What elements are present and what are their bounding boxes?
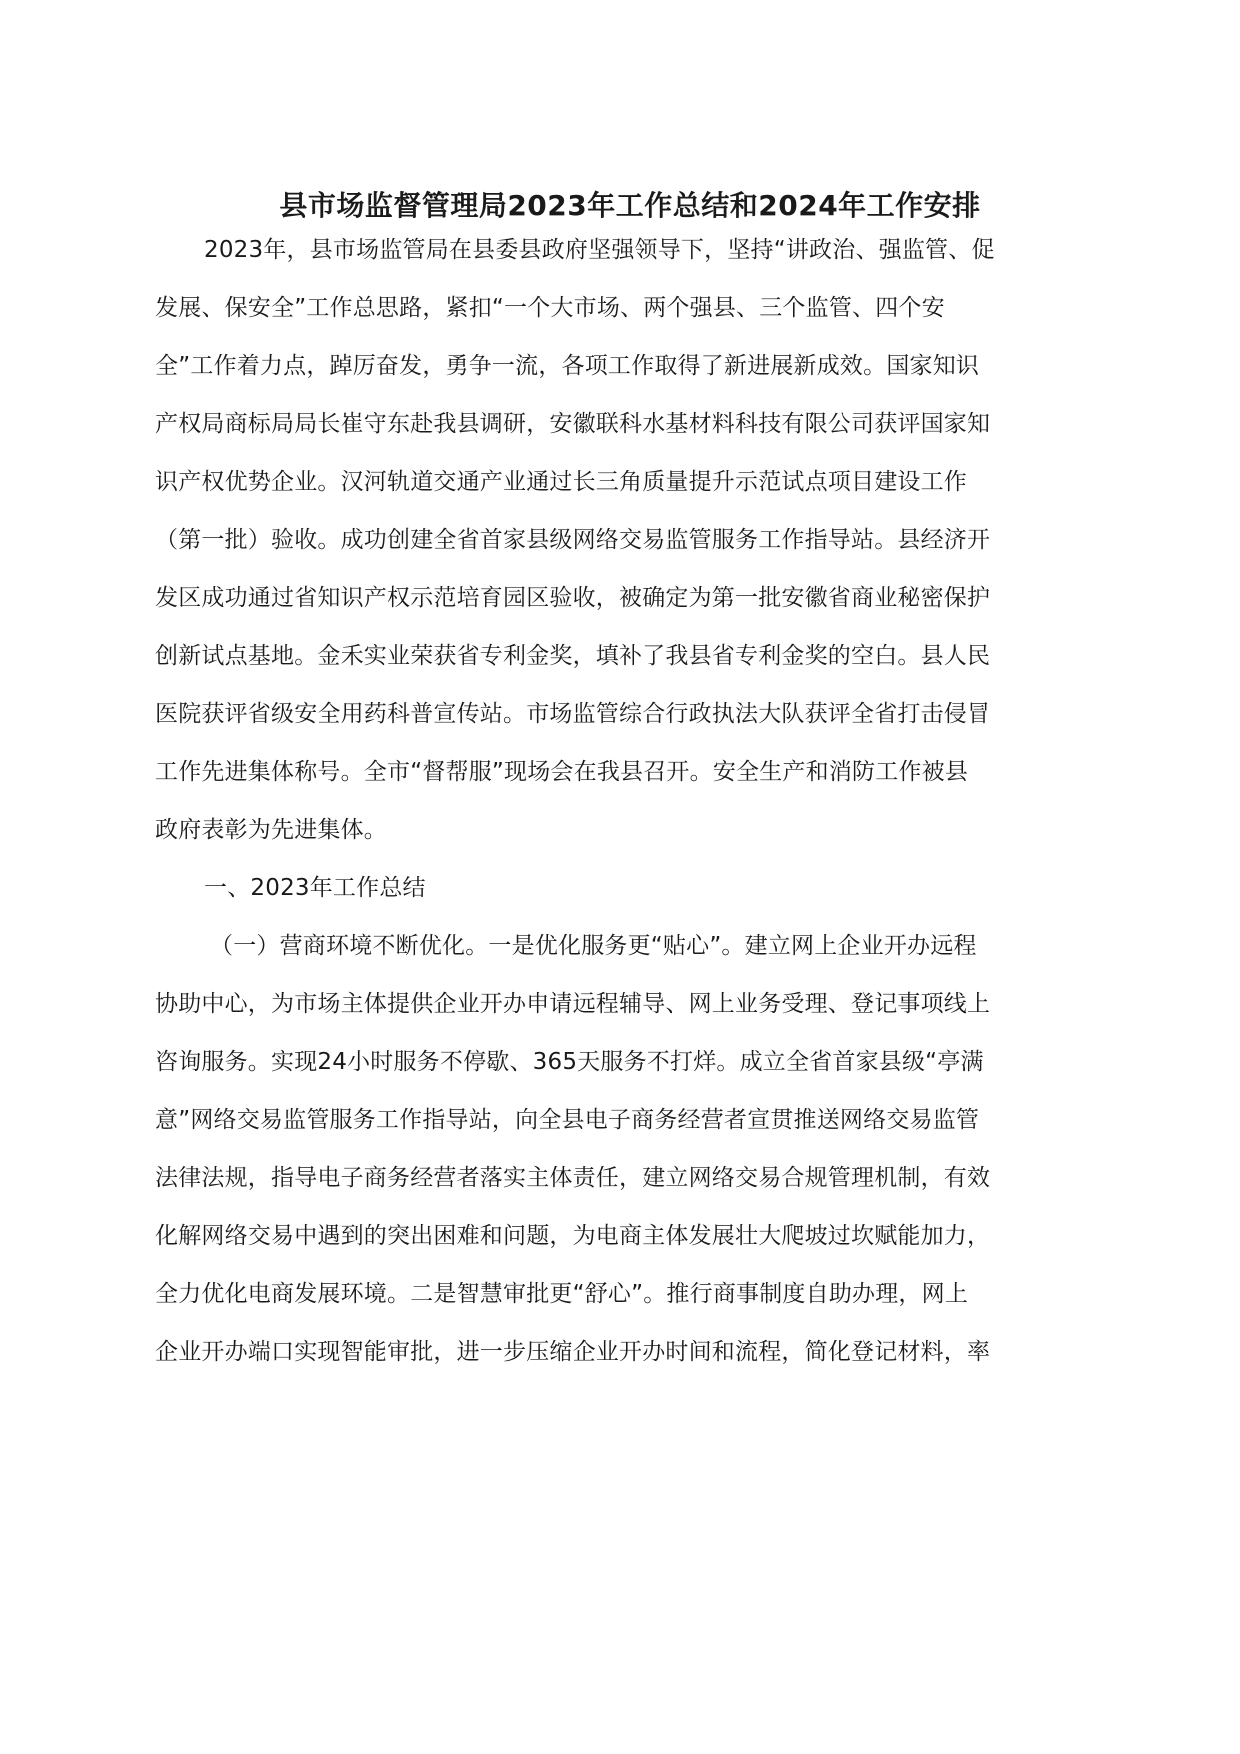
paragraph-line: 化解网络交易中遇到的突出困难和问题，为电商主体发展壮大爬坡过坎赋能加力， [155, 1223, 991, 1249]
paragraph-line: 协助中心，为市场主体提供企业开办申请远程辅导、网上业务受理、登记事项线上 [155, 991, 991, 1017]
paragraph-line: 全力优化电商发展环境。二是智慧审批更“舒心”。推行商事制度自助办理，网上 [155, 1281, 969, 1307]
paragraph-line: （第一批）验收。成功创建全省首家县级网络交易监管服务工作指导站。县经济开 [155, 527, 991, 553]
paragraph-line: 发展、保安全”工作总思路，紧扣“一个大市场、两个强县、三个监管、四个安 [155, 295, 945, 321]
paragraph-line: （一）营商环境不断优化。一是优化服务更“贴心”。建立网上企业开办远程 [210, 933, 977, 959]
section-heading: 一、2023年工作总结 [204, 875, 426, 901]
paragraph-line: 政府表彰为先进集体。 [155, 817, 387, 843]
paragraph-line: 医院获评省级安全用药科普宣传站。市场监管综合行政执法大队获评全省打击侵冒 [155, 701, 991, 727]
paragraph-line: 产权局商标局局长崔守东赴我县调研，安徽联科水基材料科技有限公司获评国家知 [155, 411, 991, 437]
paragraph-line: 识产权优势企业。汉河轨道交通产业通过长三角质量提升示范试点项目建设工作 [155, 469, 967, 495]
paragraph-line: 工作先进集体称号。全市“督帮服”现场会在我县召开。安全生产和消防工作被县 [155, 759, 969, 785]
paragraph-line: 企业开办端口实现智能审批，进一步压缩企业开办时间和流程，简化登记材料，率 [155, 1339, 991, 1365]
paragraph-line: 发区成功通过省知识产权示范培育园区验收，被确定为第一批安徽省商业秘密保护 [155, 585, 991, 611]
paragraph-line: 咨询服务。实现24小时服务不停歇、365天服务不打烊。成立全省首家县级“亭满 [155, 1049, 984, 1075]
paragraph-line: 意”网络交易监管服务工作指导站，向全县电子商务经营者宣贯推送网络交易监管 [155, 1107, 980, 1133]
document-title: 县市场监督管理局2023年工作总结和2024年工作安排 [279, 189, 981, 222]
paragraph-line: 2023年，县市场监管局在县委县政府坚强领导下，坚持“讲政治、强监管、促 [204, 237, 995, 263]
paragraph-line: 全”工作着力点，踔厉奋发，勇争一流，各项工作取得了新进展新成效。国家知识 [155, 353, 980, 379]
paragraph-line: 创新试点基地。金禾实业荣获省专利金奖，填补了我县省专利金奖的空白。县人民 [155, 643, 991, 669]
paragraph-line: 法律法规，指导电子商务经营者落实主体责任，建立网络交易合规管理机制，有效 [155, 1165, 991, 1191]
